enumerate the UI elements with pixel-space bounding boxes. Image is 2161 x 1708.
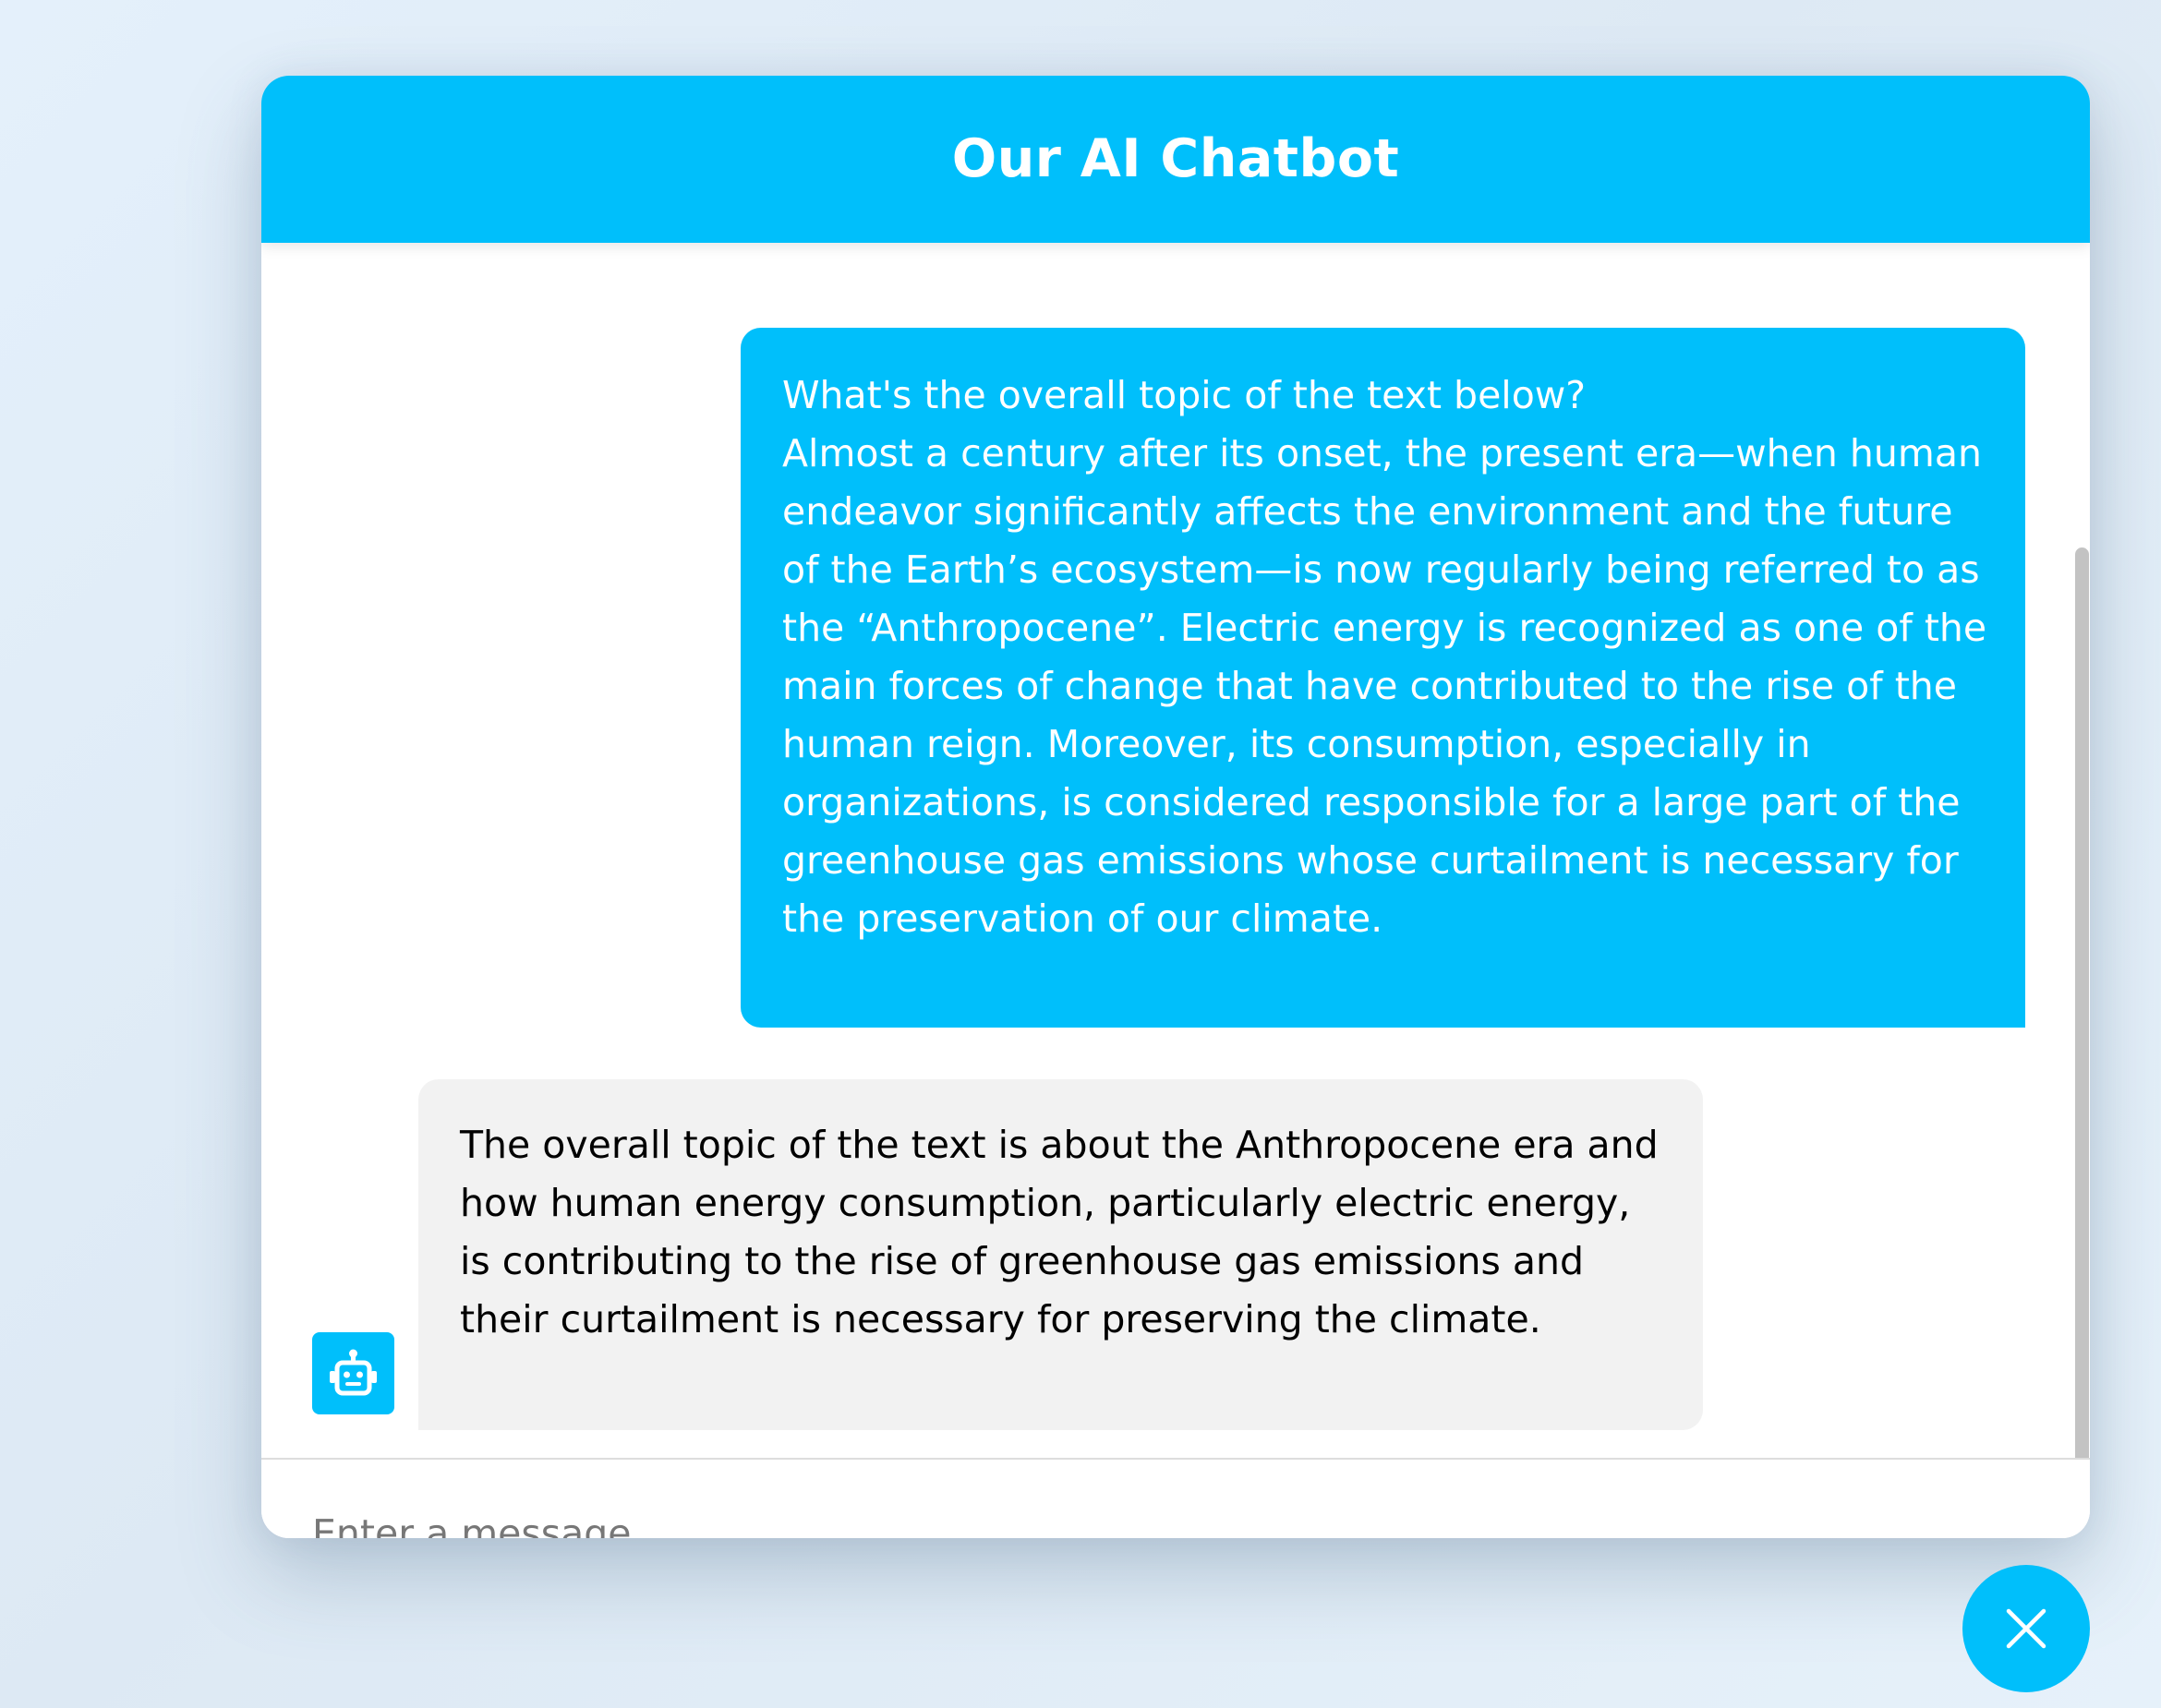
close-chat-button[interactable] [1962, 1565, 2090, 1692]
chatbot-header [261, 76, 2090, 243]
chat-input-area [261, 1458, 2090, 1538]
chatbot-title: Our AI Chatbot [951, 128, 1400, 189]
close-icon [2003, 1606, 2049, 1652]
message-input[interactable] [312, 1478, 2030, 1538]
scrollbar-thumb[interactable] [2075, 547, 2089, 1458]
user-message: What's the overall topic of the text below? Almost a century after its onset, the present era—when human endeavor significantly affects the environment and the future of the Earth’s ecosystem—is now regularly being referred to as the “Anthropocene”. Electric energy is recognized as one of the main forces of change that have contributed to the rise of the human reign. Moreover, its consumption, especially in organizations, is considered responsible for a large part of the greenhouse gas emissions whose curtailment is necessary for the preservation of our climate. [741, 328, 2025, 1028]
chatbot-window [261, 76, 2090, 1538]
bot-message: The overall topic of the text is about the Anthropocene era and how human energy consumption, particularly electric energy, is contributing to the rise of greenhouse gas emissions and their curtailment is necessary for preserving the climate. [418, 1079, 1703, 1430]
chat-messages [261, 243, 2090, 1458]
robot-icon [312, 1332, 394, 1414]
